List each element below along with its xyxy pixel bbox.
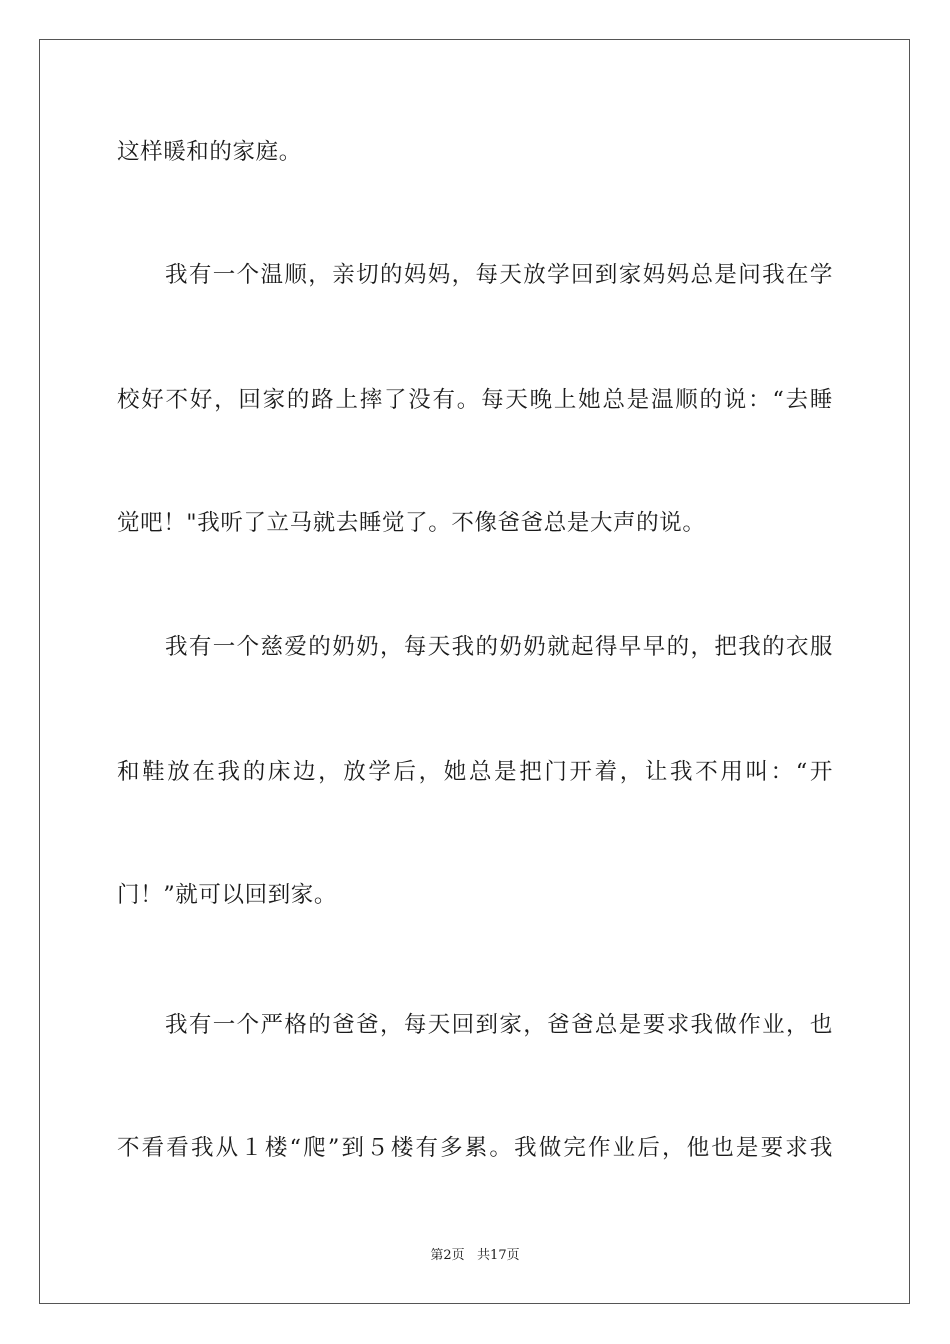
text-line-8: 我有一个严格的爸爸，每天回到家，爸爸总是要求我做作业，也 — [165, 1012, 833, 1038]
text-line-6: 和鞋放在我的床边，放学后，她总是把门开着，让我不用叫：“开 — [117, 759, 833, 785]
page-number-footer: 第2页 共17页 — [430, 1248, 520, 1263]
text-line-9: 不看看我从１楼“爬”到５楼有多累。我做完作业后，他也是要求我 — [117, 1135, 833, 1161]
text-line-1: 这样暖和的家庭。 — [117, 139, 302, 165]
text-line-2: 我有一个温顺，亲切的妈妈，每天放学回到家妈妈总是问我在学 — [165, 262, 833, 288]
text-line-4: 觉吧！"我听了立马就去睡觉了。不像爸爸总是大声的说。 — [117, 510, 706, 536]
text-line-5: 我有一个慈爱的奶奶，每天我的奶奶就起得早早的，把我的衣服 — [165, 634, 833, 660]
text-line-3: 校好不好，回家的路上摔了没有。每天晚上她总是温顺的说：“去睡 — [117, 387, 833, 413]
text-line-7: 门！”就可以回到家。 — [117, 882, 338, 908]
page-border — [39, 39, 910, 1304]
